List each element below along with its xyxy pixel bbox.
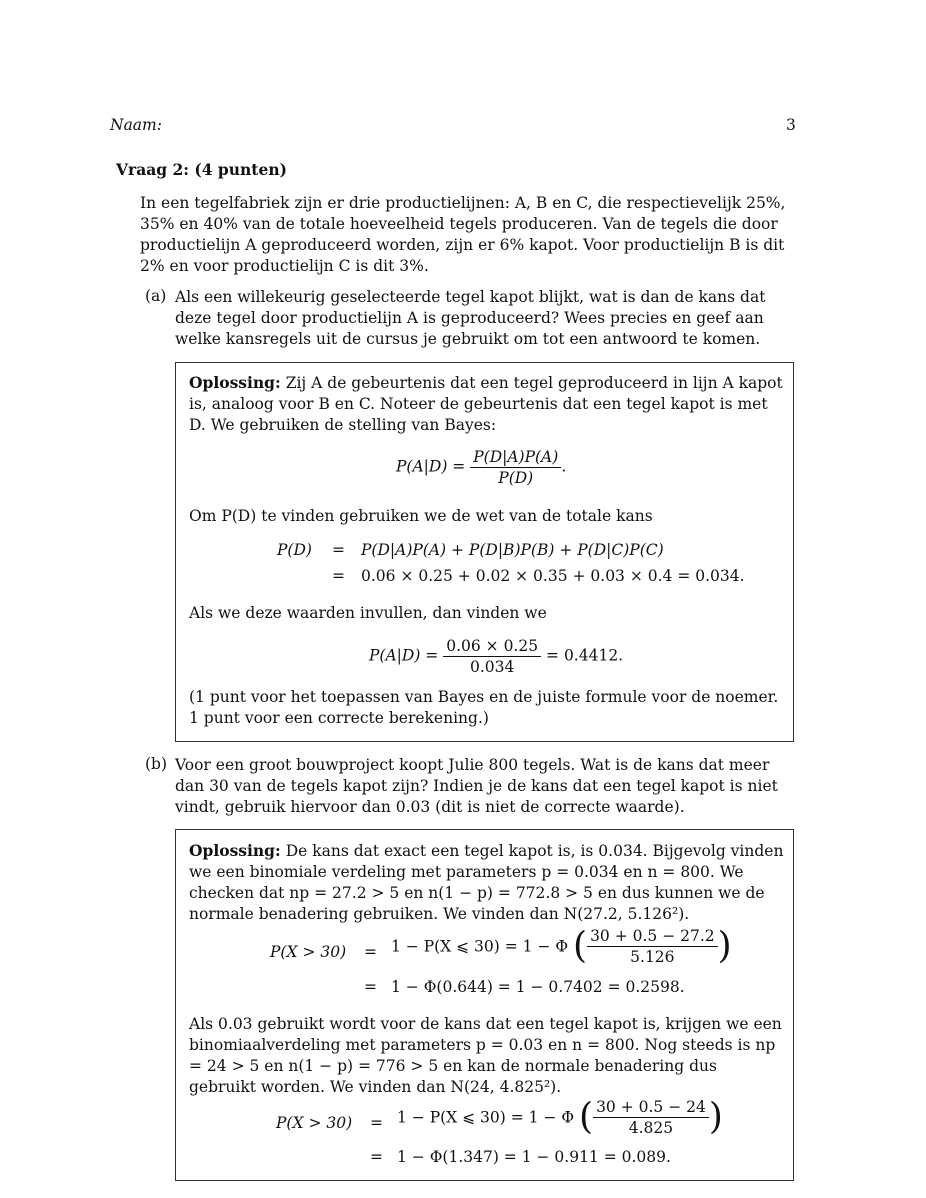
eq2-sign-1: = [370,1114,383,1132]
result-formula [369,636,623,677]
eq2-paren-open: ( [579,1096,594,1138]
page-number: 3 [786,116,796,134]
eq1-fraction [587,926,718,967]
result-fraction [443,636,541,677]
solution-b-intro [189,840,784,925]
bayes-fraction [470,447,561,488]
part-b-text: Voor een groot bouwproject koopt Julie 800 tegels. Wat is de kans dat meer dan 30 van de tegels kapot zijn? Indien je de kans dat een tegel kapot is niet vindt, gebruik hiervoor dan 0.03 (dit is niet de correcte waarde). [175,756,778,816]
solution-a-p3: Als we deze waarden invullen, dan vinden we [189,604,547,622]
solution-a-intro [189,372,784,436]
result-rhs: = 0.4412. [546,646,624,665]
result-denominator: 0.034 [469,658,515,676]
total-lhs: P(D) [277,541,312,559]
total-eq-sign-2: = [332,567,345,585]
total-row-2: 0.06 × 0.25 + 0.02 × 0.35 + 0.03 × 0.4 = 0.034. [361,567,745,585]
result-numerator: 0.06 × 0.25 [443,636,541,657]
eq2-sign-2: = [370,1148,383,1166]
part-a-label: (a) [145,287,167,305]
total-row-1: P(D|A)P(A) + P(D|B)P(B) + P(D|C)P(C) [361,541,664,559]
eq2-denominator: 4.825 [628,1119,674,1137]
solution-a-p2: Om P(D) te vinden gebruiken we de wet van de totale kans [189,507,653,525]
solution-box-a [175,362,794,742]
eq1-paren-close: ) [717,925,732,967]
eq2-fraction [593,1097,709,1138]
eq2-numerator: 30 + 0.5 − 24 [593,1097,709,1118]
part-b-label: (b) [145,755,168,773]
eq1-numerator: 30 + 0.5 − 27.2 [587,926,718,947]
question-title: Vraag 2: (4 punten) [116,160,287,179]
name-label: Naam: [110,116,162,134]
bayes-end: . [561,457,567,476]
bayes-numerator: P(D|A)P(A) [470,447,561,468]
eq2-row-1 [397,1097,723,1138]
eq1-row-1 [391,926,732,967]
solution-box-b [175,829,794,1181]
solution-b-p2: Als 0.03 gebruikt wordt voor de kans dat een tegel kapot is, krijgen we een binomiaalverdeling met parameters p = 0.03 en n = 800. Nog steeds is np = 24 > 5 en n(1 − p) = 776 > 5 en kan de normale benadering dus gebruikt worden. We vinden dan N(24, 4.825²). [189,1015,782,1096]
eq2-paren-close: ) [708,1096,723,1138]
eq1-row-2: 1 − Φ(0.644) = 1 − 0.7402 = 0.2598. [391,978,685,996]
eq1-sign-1: = [364,943,377,961]
eq1-lhs: P(X > 30) [270,943,347,961]
bayes-denominator: P(D) [498,469,534,487]
eq1-denominator: 5.126 [630,948,675,966]
eq2-row1-pre: 1 − P(X ⩽ 30) = 1 − Φ [397,1108,575,1127]
eq1-row1-pre: 1 − P(X ⩽ 30) = 1 − Φ [391,937,569,956]
eq2-lhs: P(X > 30) [276,1114,353,1132]
bayes-lhs: P(A|D) = [396,457,466,476]
result-lhs: P(A|D) = [369,646,439,665]
solution-b-lead: Oplossing: [189,841,281,860]
eq2-row-2: 1 − Φ(1.347) = 1 − 0.911 = 0.089. [397,1148,671,1166]
total-eq-sign-1: = [332,541,345,559]
eq1-paren-open: ( [573,925,588,967]
solution-a-p1: Zij A de gebeurtenis dat een tegel geproduceerd in lijn A kapot is, analoog voor B en C. Noteer de gebeurtenis dat een tegel kapot is met D. We gebruiken de stelling van Bayes: [189,374,783,434]
solution-a-p4: (1 punt voor het toepassen van Bayes en de juiste formule voor de noemer. 1 punt voor een correcte berekening.) [189,688,779,727]
eq1-sign-2: = [364,978,377,996]
solution-a-lead: Oplossing: [189,373,281,392]
question-intro: In een tegelfabriek zijn er drie productielijnen: A, B en C, die respectievelijk 25%, 35% en 40% van de totale hoeveelheid tegels produceren. Van de tegels die door productielijn A geproduceerd worden, zijn er 6% kapot. Voor productielijn B is dit 2% en voor productielijn C is dit 3%. [140,194,786,275]
part-a-text: Als een willekeurig geselecteerde tegel kapot blijkt, wat is dan de kans dat deze tegel door productielijn A is geproduceerd? Wees precies en geef aan welke kansregels uit de cursus je gebruikt om tot een antwoord te komen. [175,288,766,348]
bayes-formula [396,447,566,488]
solution-b-p1: De kans dat exact een tegel kapot is, is 0.034. Bijgevolg vinden we een binomiale verdeling met parameters p = 0.034 en n = 800. We checken dat np = 27.2 > 5 en n(1 − p) = 772.8 > 5 en dus kunnen we de normale benadering gebruiken. We vinden dan N(27.2, 5.126²). [189,842,784,923]
